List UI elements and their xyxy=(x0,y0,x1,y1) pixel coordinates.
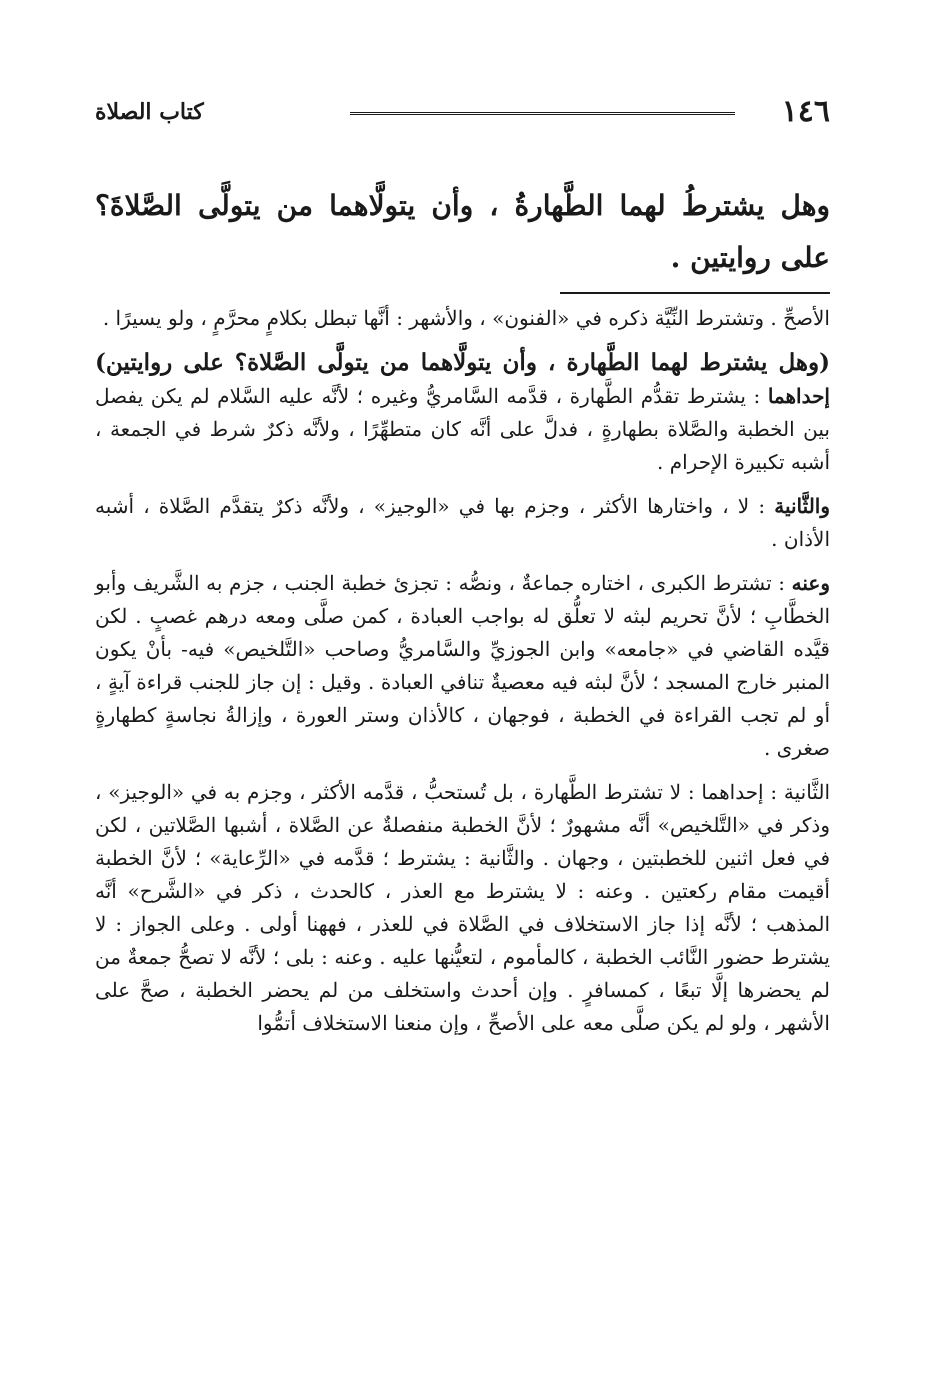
paragraph-lead: وعنه xyxy=(791,571,830,595)
commentary xyxy=(95,302,830,1051)
commentary-paragraph xyxy=(95,776,830,1040)
commentary-paragraph xyxy=(95,490,830,556)
paragraph-text: : لا ، واختارها الأكثر ، وجزم بها في «الوجيز» ، ولأنَّه ذكرٌ يتقدَّم الصَّلاة ، أشبه الأذان . xyxy=(95,494,830,551)
commentary-paragraph xyxy=(95,346,830,479)
commentary-paragraph xyxy=(95,567,830,765)
paragraph-text: : يشترط تقدُّم الطَّهارة ، قدَّمه السَّامريُّ وغيره ؛ لأنَّه عليه السَّلام لم يكن يفصل بين الخطبة والصَّلاة بطهارةٍ ، فدلَّ على أنَّه كان متطهِّرًا ، ولأنَّه ذكرٌ شرط في الجمعة ، أشبه تكبيرة الإحرام . xyxy=(95,384,830,474)
matn-separator xyxy=(560,292,830,294)
paragraph-text: : تشترط الكبرى ، اختاره جماعةٌ ، ونصُّه : تجزئ خطبة الجنب ، جزم به الشَّريف وأبو الخطَّابِ ؛ لأنَّ تحريم لبثه لا تعلُّق له بواجب العبادة ، كمن صلَّى ومعه درهم غصبٍ . لكن قيَّده القاضي في «جامعه» وابن الجوزيِّ والسَّامريُّ وصاحب «التَّلخيص» فيه- بأنْ يكون المنبر خارج المسجد ؛ لأنَّ لبثه فيه معصيةٌ تنافي العبادة . وقيل : إن جاز للجنب قراءة آيةٍ ، أو لم تجب القراءة في الخطبة ، فوجهان ، كالأذان وستر العورة ، وإزالةُ نجاسةٍ كطهارةٍ صغرى . xyxy=(95,571,831,760)
page-number: ١٤٦ xyxy=(781,94,830,129)
matn-text: وهل يشترطُ لهما الطَّهارةُ ، وأن يتولَّاهما من يتولَّى الصَّلاةَ؟ على روايتين . xyxy=(95,189,830,274)
quoted-matn: (وهل يشترط لهما الطَّهارة ، وأن يتولَّاهما من يتولَّى الصَّلاة؟ على روايتين) xyxy=(95,349,830,376)
paragraph-lead: والثَّانية xyxy=(774,494,830,518)
paragraph-lead: إحداهما xyxy=(767,384,830,408)
commentary-paragraph xyxy=(95,302,830,335)
header-rule xyxy=(350,112,735,117)
book-title: كتاب الصلاة xyxy=(95,99,204,125)
paragraph-text: الثَّانية : إحداهما : لا تشترط الطَّهارة ، بل تُستحبُّ ، قدَّمه الأكثر ، وجزم به في «الوجيز» ، وذكر في «التَّلخيص» أنَّه مشهورٌ ؛ لأنَّ الخطبة منفصلةٌ عن الصَّلاة ، أشبها الصَّلاتين ، لكن في فعل اثنين للخطبتين ، وجهان . والثَّانية : يشترط ؛ قدَّمه في «الرِّعاية» ؛ لأنَّ الخطبة أقيمت مقام ركعتين . وعنه : لا يشترط مع العذر ، كالحدث ، ذكر في «الشَّرح» أنَّه المذهب ؛ لأنَّه إذا جاز الاستخلاف في الصَّلاة في للعذر ، فههنا أولى . وعلى الجواز : لا يشترط حضور النَّائب الخطبة ، كالمأموم ، لتعيُّنها عليه . وعنه : بلى ؛ لأنَّه لا تصحُّ جمعةٌ من لم يحضرها إلَّا تبعًا ، كمسافرٍ . وإن أحدث واستخلف من لم يحضر الخطبة ، صحَّ على الأشهر ، ولو لم يكن صلَّى معه على الأصحِّ ، وإن منعنا الاستخلاف أتمُّوا xyxy=(95,780,830,1035)
paragraph-text: الأصحِّ . وتشترط النِّيَّة ذكره في «الفنون» ، والأشهر : أنَّها تبطل بكلامٍ محرَّمٍ ، ولو يسيرًا . xyxy=(102,306,830,330)
running-head xyxy=(95,92,830,132)
book-page xyxy=(95,0,830,1374)
